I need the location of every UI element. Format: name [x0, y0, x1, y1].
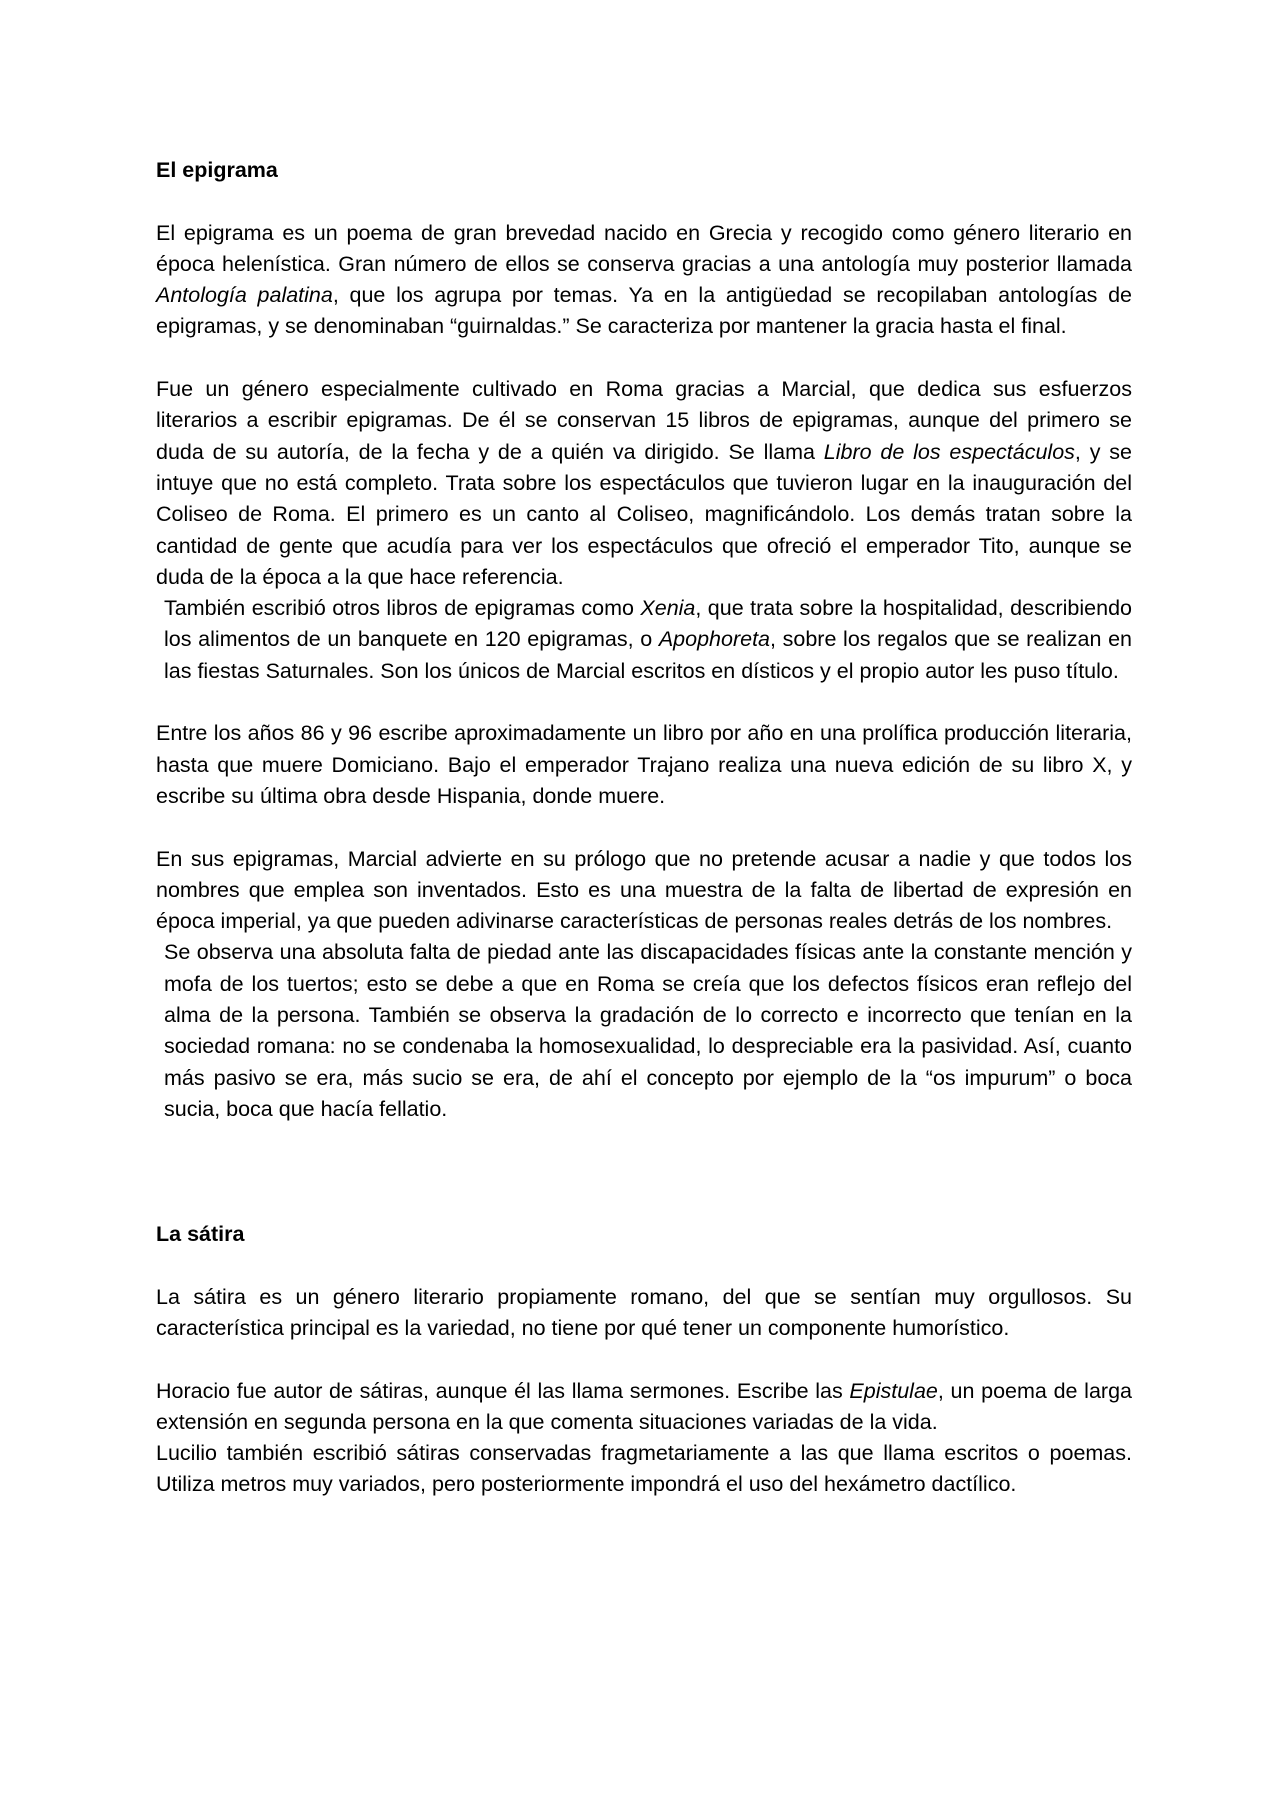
paragraph-produccion: Entre los años 86 y 96 escribe aproximadamente un libro por año en una prolífica producción literaria, hasta que muere Domiciano. Bajo el emperador Trajano realiza una nueva edición de su libro X, y escribe su última obra desde Hispania, donde muere. [156, 721, 1132, 808]
document-content [156, 155, 1132, 1501]
paragraph-piedad: Se observa una absoluta falta de piedad ante las discapacidades físicas ante la constante mención y mofa de los tuertos; esto se debe a que en Roma se creía que los defectos físicos eran reflejo del alma de la persona. También se observa la gradación de lo correcto e incorrecto que tenían en la sociedad romana: no se condenaba la homosexualidad, lo despreciable era la pasividad. Así, cuanto más pasivo se era, más sucio se era, de ahí el concepto por ejemplo de la “os impurum” o boca sucia, boca que hacía fellatio. [164, 940, 1132, 1121]
paragraph-epigrama-intro: El epigrama es un poema de gran brevedad nacido en Grecia y recogido como género literario en época helenística. Gran número de ellos se conserva gracias a una antología muy posterior llamada Antología palatina, que los agrupa por temas. Ya en la antigüedad se recopilaban antologías de epigramas, y se denominaban “guirnaldas.” Se caracteriza por mantener la gracia hasta el final. [156, 220, 1132, 339]
heading-epigrama: El epigrama [156, 158, 278, 182]
paragraph-xenia: También escribió otros libros de epigramas como Xenia, que trata sobre la hospitalidad, describiendo los alimentos de un banquete en 120 epigramas, o Apophoreta, sobre los regalos que se realizan en las fiestas Saturnales. Son los únicos de Marcial escritos en dísticos y el propio autor les puso título. [164, 596, 1132, 683]
paragraph-marcial: Fue un género especialmente cultivado en Roma gracias a Marcial, que dedica sus esfuerzos literarios a escribir epigramas. De él se conservan 15 libros de epigramas, aunque del primero se duda de su autoría, de la fecha y de a quién va dirigido. Se llama Libro de los espectáculos, y se intuye que no está completo. Trata sobre los espectáculos que tuvieron lugar en la inauguración del Coliseo de Roma. El primero es un canto al Coliseo, magnificándolo. Los demás tratan sobre la cantidad de gente que acudía para ver los espectáculos que ofreció el emperador Tito, aunque se duda de la época a la que hace referencia. [156, 377, 1132, 589]
paragraph-satira-intro: La sátira es un género literario propiamente romano, del que se sentían muy orgullosos. Su característica principal es la variedad, no tiene por qué tener un componente humorístico. [156, 1284, 1132, 1340]
paragraph-prologo: En sus epigramas, Marcial advierte en su prólogo que no pretende acusar a nadie y que todos los nombres que emplea son inventados. Esto es una muestra de la falta de libertad de expresión en época imperial, ya que pueden adivinarse características de personas reales detrás de los nombres. [156, 846, 1132, 934]
paragraph-lucilio: Lucilio también escribió sátiras conservadas fragmetariamente a las que llama escritos o poemas. Utiliza metros muy variados, pero posteriormente impondrá el uso del hexámetro dactílico. [156, 1441, 1132, 1497]
heading-satira: La sátira [156, 1222, 245, 1247]
paragraph-horacio: Horacio fue autor de sátiras, aunque él las llama sermones. Escribe las Epistulae, un poema de larga extensión en segunda persona en la que comenta situaciones variadas de la vida. [156, 1378, 1132, 1434]
